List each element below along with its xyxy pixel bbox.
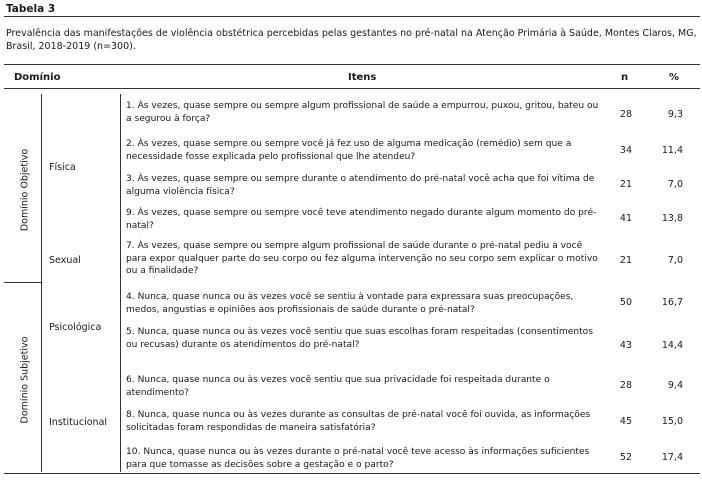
item-n: 45 [619, 416, 632, 427]
subdomain-label-fisica: Física [49, 162, 76, 173]
table-caption: Prevalência das manifestações de violência obstétrica percebidas pelas gestantes no pré-natal na Atenção Primária à Saúde, Montes Claros, MG, Brasil, 2018-2019 (n=300). [6, 28, 697, 52]
item-text: 9. Às vezes, quase sempre ou sempre você teve atendimento negado durante algum momento do pré-natal? [126, 208, 597, 231]
item-pct: 9,4 [667, 380, 683, 391]
item-pct: 14,4 [661, 340, 683, 351]
item-text: 3. Às vezes, quase sempre ou sempre durante o atendimento do pré-natal você acha que foi vítima de alguma violência física? [126, 174, 595, 197]
table-bottom-rule [4, 473, 700, 474]
item-n: 52 [619, 452, 632, 463]
item-pct: 13,8 [661, 213, 683, 224]
item-pct: 7,0 [667, 179, 683, 190]
subdomain-column-divider [120, 94, 121, 472]
item-pct: 15,0 [661, 416, 683, 427]
item-pct: 11,4 [661, 145, 683, 156]
item-text: 4. Nunca, quase nunca ou às vezes você se sentiu à vontade para expressara suas preocupações, medos, angustias e opiniões aos profissionais de saúde durante o pré-natal? [126, 292, 574, 315]
header-items: Itens [348, 72, 377, 83]
item-n: 28 [619, 109, 632, 120]
subdomain-label-sexual: Sexual [49, 255, 81, 266]
item-pct: 16,7 [661, 297, 683, 308]
item-pct: 7,0 [667, 255, 683, 266]
item-n: 34 [619, 145, 632, 156]
item-n: 21 [619, 179, 632, 190]
item-n: 41 [619, 213, 632, 224]
item-pct: 17,4 [661, 452, 683, 463]
domain-label-objective: Domínio Objetivo [19, 148, 31, 232]
item-text: 6. Nunca, quase nunca ou às vezes você sentiu que sua privacidade foi respeitada durante o atendimento? [126, 375, 550, 398]
item-n: 28 [619, 380, 632, 391]
header-pct: % [669, 72, 680, 83]
subdomain-label-psicologica: Psicológica [49, 322, 102, 333]
item-text: 2. Às vezes, quase sempre ou sempre você já fez uso de alguma medicação (remédio) sem que a necessidade fosse explicada pelo profissional que lhe atendeu? [126, 139, 572, 162]
item-pct: 9,3 [667, 109, 683, 120]
item-text: 8. Nunca, quase nunca ou às vezes durante as consultas de pré-natal você foi ouvida, as informações solicitadas foram respondidas de maneira satisfatória? [126, 410, 591, 433]
domain-column-divider [41, 94, 42, 472]
item-n: 43 [619, 340, 632, 351]
table-label: Tabela 3 [6, 3, 56, 15]
domain-separator [4, 282, 42, 283]
item-text: 10. Nunca, quase nunca ou às vezes durante o pré-natal você teve acesso às informações suficientes para que tomasse as decisões sobre a gestação e o parto? [126, 447, 590, 470]
item-text: 7. Às vezes, quase sempre ou sempre algum profissional de saúde durante o pré-natal pediu a você para expor qualquer parte do seu corpo ou fez alguma intervenção no seu corpo sem explicar o motivo ou a finalidade? [126, 241, 598, 276]
domain-label-subjective: Domínio Subjetivo [19, 336, 31, 424]
item-n: 21 [619, 255, 632, 266]
item-n: 50 [619, 297, 632, 308]
header-bottom-rule [4, 88, 700, 89]
item-text: 5. Nunca, quase nunca ou às vezes você sentiu que suas escolhas foram respeitadas (consentimentos ou recusas) durante os atendimentos do pré-natal? [126, 327, 593, 350]
header-top-rule [4, 64, 700, 65]
header-n: n [621, 72, 629, 83]
subdomain-label-institucional: Institucional [49, 417, 108, 428]
item-text: 1. Às vezes, quase sempre ou sempre algum profissional de saúde a empurrou, puxou, gritou, bateu ou a segurou à força? [126, 101, 599, 124]
header-domain: Domínio [14, 72, 61, 83]
top-rule [4, 16, 700, 17]
